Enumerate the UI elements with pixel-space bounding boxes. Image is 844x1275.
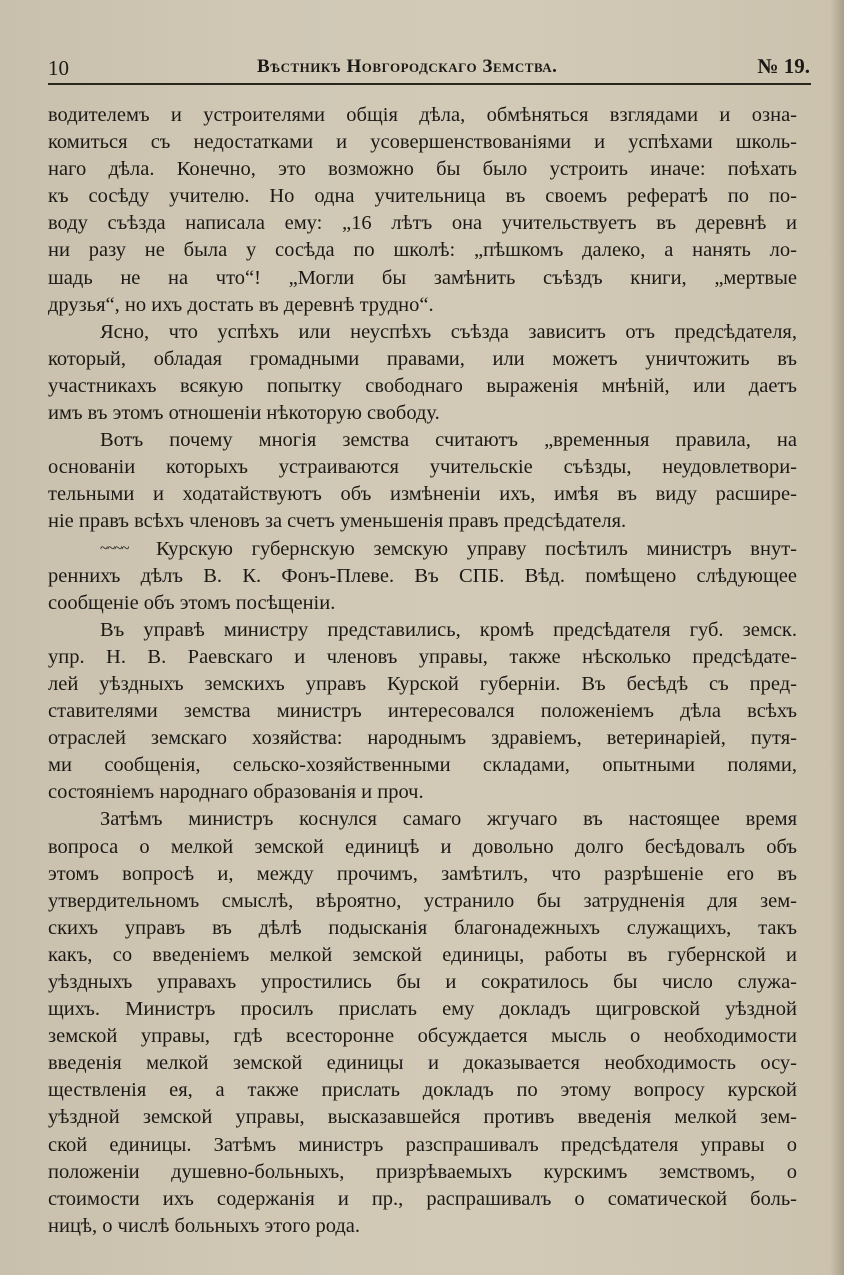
text-line: воду съѣзда написала ему: „16 лѣтъ она учительствуетъ въ деревнѣ и [48, 212, 797, 235]
text-line: къ сосѣду учителю. Но одна учительница въ своемъ рефератѣ по по- [48, 185, 797, 208]
text-line: комиться съ недостатками и усовершенствованіями и успѣхами школь- [48, 131, 797, 154]
text-line: ницѣ, о числѣ больныхъ этого рода. [48, 1214, 361, 1237]
text-line: ставителями земства министръ интересовался положеніемъ дѣла всѣхъ [48, 700, 797, 723]
text-line: состояніемъ народнаго образованія и проч. [48, 781, 424, 804]
text-line: уѣздныхъ управахъ упростились бы и сократилось бы число служа- [48, 971, 797, 993]
text-line: ніе правъ всѣхъ членовъ за счетъ уменьшенія правъ предсѣдателя. [48, 510, 627, 533]
text-line: который, обладая громадными правами, или можетъ уничтожить въ [48, 347, 797, 370]
text-line: участникахъ всякую попытку свободнаго выраженія мнѣній, или даетъ [48, 374, 797, 397]
text-line: введенія мелкой земской единицы и доказывается необходимость осу- [48, 1052, 797, 1075]
text-line: лей уѣздныхъ земскихъ управъ Курской губерніи. Въ бесѣдѣ съ пред- [48, 672, 797, 695]
page-number: 10 [48, 56, 69, 80]
text-line: положеніи душевно-больныхъ, призрѣваемыхъ курскимъ земствомъ, о [48, 1160, 797, 1183]
text-line: имъ въ этомъ отношеніи нѣкоторую свободу. [48, 402, 440, 425]
text-line: стоимости ихъ содержанія и пр., распрашивалъ о соматической боль- [48, 1187, 797, 1210]
text-line: шадь не на что“! „Могли бы замѣнить съѣздъ книги, „мертвые [48, 266, 797, 289]
news-item-line [48, 536, 797, 563]
text-line: уѣздной земской управы, высказавшейся противъ введенія мелкой зем- [48, 1106, 797, 1129]
text-line: Въ управѣ министру представились, кромѣ предсѣдателя губ. земск. [100, 618, 797, 641]
text-line: отраслей земскаго хозяйства: народнымъ здравіемъ, ветеринаріей, путя- [48, 727, 797, 750]
text-line: Ясно, что успѣхъ или неуспѣхъ съѣзда зависитъ отъ предсѣдателя, [100, 320, 797, 343]
article-body [48, 102, 797, 1240]
text-line: Затѣмъ министръ коснулся самаго жгучаго въ настоящее время [100, 808, 797, 831]
text-line: скихъ управъ въ дѣлѣ подысканія благонадежныхъ служащихъ, такъ [48, 916, 797, 939]
text-line: ществленія ея, а также прислать докладъ по этому вопросу курской [48, 1079, 797, 1102]
text-line: ми сообщенія, сельско-хозяйственными складами, опытными полями, [48, 754, 797, 777]
issue-number: № 19. [757, 54, 810, 78]
text-line: этомъ вопросѣ и, между прочимъ, замѣтилъ, что разрѣшеніе его въ [48, 862, 797, 885]
text-line: упр. Н. В. Раевскаго и членовъ управы, также нѣсколько предсѣдате- [48, 645, 797, 668]
text-line: щихъ. Министръ просилъ прислать ему докладъ щигровской уѣздной [48, 998, 797, 1021]
text-line: реннихъ дѣлъ В. К. Фонъ-Плеве. Въ СПБ. Вѣд. помѣщено слѣдующее [48, 564, 797, 587]
text-line: водителемъ и устроителями общія дѣла, обмѣняться взглядами и озна- [48, 104, 797, 126]
text-line: наго дѣла. Конечно, это возможно бы было устроить иначе: поѣхать [48, 158, 797, 181]
text-line: сообщеніе объ этомъ посѣщеніи. [48, 591, 336, 614]
running-header [48, 52, 810, 82]
section-separator: ~~~~ [100, 541, 129, 558]
journal-title: Вѣстникъ Новгородскаго Земства. [257, 56, 558, 77]
text-line: друзья“, но ихъ достать въ деревнѣ трудно“. [48, 293, 434, 316]
header-rule [48, 83, 811, 85]
text-line: утвердительномъ смыслѣ, вѣроятно, устранило бы затрудненія для зем- [48, 889, 797, 912]
text-line: Курскую губернскую земскую управу посѣтилъ министръ внут- [156, 537, 797, 560]
text-line: ской единицы. Затѣмъ министръ разспрашивалъ предсѣдателя управы о [48, 1133, 797, 1156]
text-line: ни разу не была у сосѣда по школѣ: „пѣшкомъ далеко, а нанять ло- [48, 239, 797, 262]
text-line: вопроса о мелкой земской единицѣ и довольно долго бесѣдовалъ объ [48, 835, 797, 858]
text-line: основаніи которыхъ устраиваются учительскіе съѣзды, неудовлетвори- [48, 456, 797, 479]
text-line: земской управы, гдѣ всесторонне обсуждается мысль о необходимости [48, 1025, 797, 1048]
text-line: какъ, со введеніемъ мелкой земской единицы, работы въ губернской и [48, 943, 797, 966]
text-line: тельными и ходатайствуютъ объ измѣненіи ихъ, имѣя въ виду расшире- [48, 483, 797, 506]
text-line: Вотъ почему многія земства считаютъ „временныя правила, на [100, 429, 797, 452]
book-spine-shadow [830, 0, 844, 1275]
